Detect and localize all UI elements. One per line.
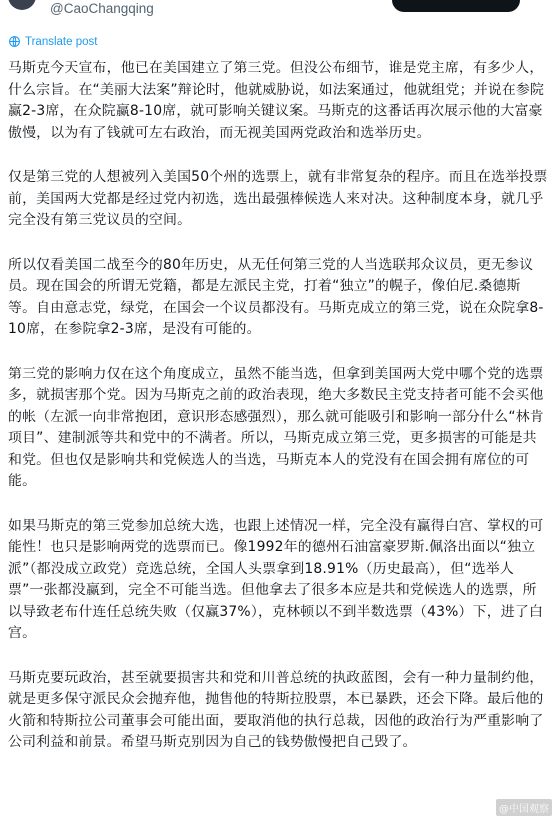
watermark: @中国观察 <box>496 799 552 816</box>
post-header <box>0 0 558 24</box>
post-body <box>8 58 548 777</box>
post-paragraph-1: 马斯克今天宣布，他已在美国建立了第三党。但没公布细节，谁是党主席，有多少人，什么宗旨。在“美丽大法案”辩论时，他就威胁说，如法案通过，他就组党；并说在参院赢2-3席，在众院赢8-10席，就可影响关键议案。马斯克的这番话再次展示他的大富豪傲慢，以为有了钱就可左右政治，而无视美国两党政治和选举历史。 <box>8 60 545 141</box>
avatar[interactable] <box>8 0 36 10</box>
translate-post-link[interactable] <box>8 35 97 48</box>
post-paragraph-6: 马斯克要玩政治，甚至就要损害共和党和川普总统的执政蓝图，会有一种力量制约他，就是更多保守派民众会抛弃他，抛售他的特斯拉股票，本已暴跌，还会下降。最后他的火箭和特斯拉公司董事会可能出面，要取消他的执行总裁，因他的政治行为严重影响了公司利益和前景。希望马斯克别因为自己的钱势傲慢把自己毁了。 <box>8 669 544 750</box>
post-paragraph-2: 仅是第三党的人想被列入美国50个州的选票上，就有非常复杂的程序。而且在选举投票前，美国两大党都是经过党内初选，选出最强棒候选人来对决。这种制度本身，就几乎完全没有第三党议员的空间。 <box>8 169 548 228</box>
globe-icon <box>8 35 21 48</box>
post-paragraph-5: 如果马斯克的第三党参加总统大选，也跟上述情况一样，完全没有赢得白宫、掌权的可能性！也只是影响两党的选票而已。像1992年的德州石油富豪罗斯.佩洛出面以“独立派”（都没成立政党）竞选总统，全国人头票拿到18.91%（历史最高），但“选举人票”一张都没赢到，完全不可能当选。但他拿去了很多本应是共和党候选人的选票，所以导致老布什连任总统失败（仅赢37%），克林顿以不到半数选票（43%）下，进了白宫。 <box>8 517 544 641</box>
author-handle[interactable]: @CaoChangqing <box>50 1 154 16</box>
post-paragraph-4: 第三党的影响力仅在这个角度成立，虽然不能当选，但拿到美国两大党中哪个党的选票多，就损害那个党。因为马斯克之前的政治表现，绝大多数民主党支持者可能不会买他的帐（左派一向非常抱团，意识形态感强烈），那么就可能吸引和影响一部分什么“林肯项目”、建制派等共和党中的不满者。所以，马斯克成立第三党，更多损害的可能是共和党。但也仅是影响共和党候选人的当选，马斯克本人的党没有在国会拥有席位的可能。 <box>8 365 544 489</box>
translate-post-label: Translate post <box>25 35 98 48</box>
follow-button[interactable] <box>392 0 520 12</box>
post-paragraph-3: 所以仅看美国二战至今的80年历史，从无任何第三党的人当选联邦众议员，更无参议员。现在国会的所谓无党籍，都是左派民主党，打着“独立”的幌子，像伯尼.桑德斯等。自由意志党，绿党，在国会一个议员都没有。马斯克成立的第三党，说在众院拿8-10席，在参院拿2-3席，是没有可能的。 <box>8 256 544 337</box>
